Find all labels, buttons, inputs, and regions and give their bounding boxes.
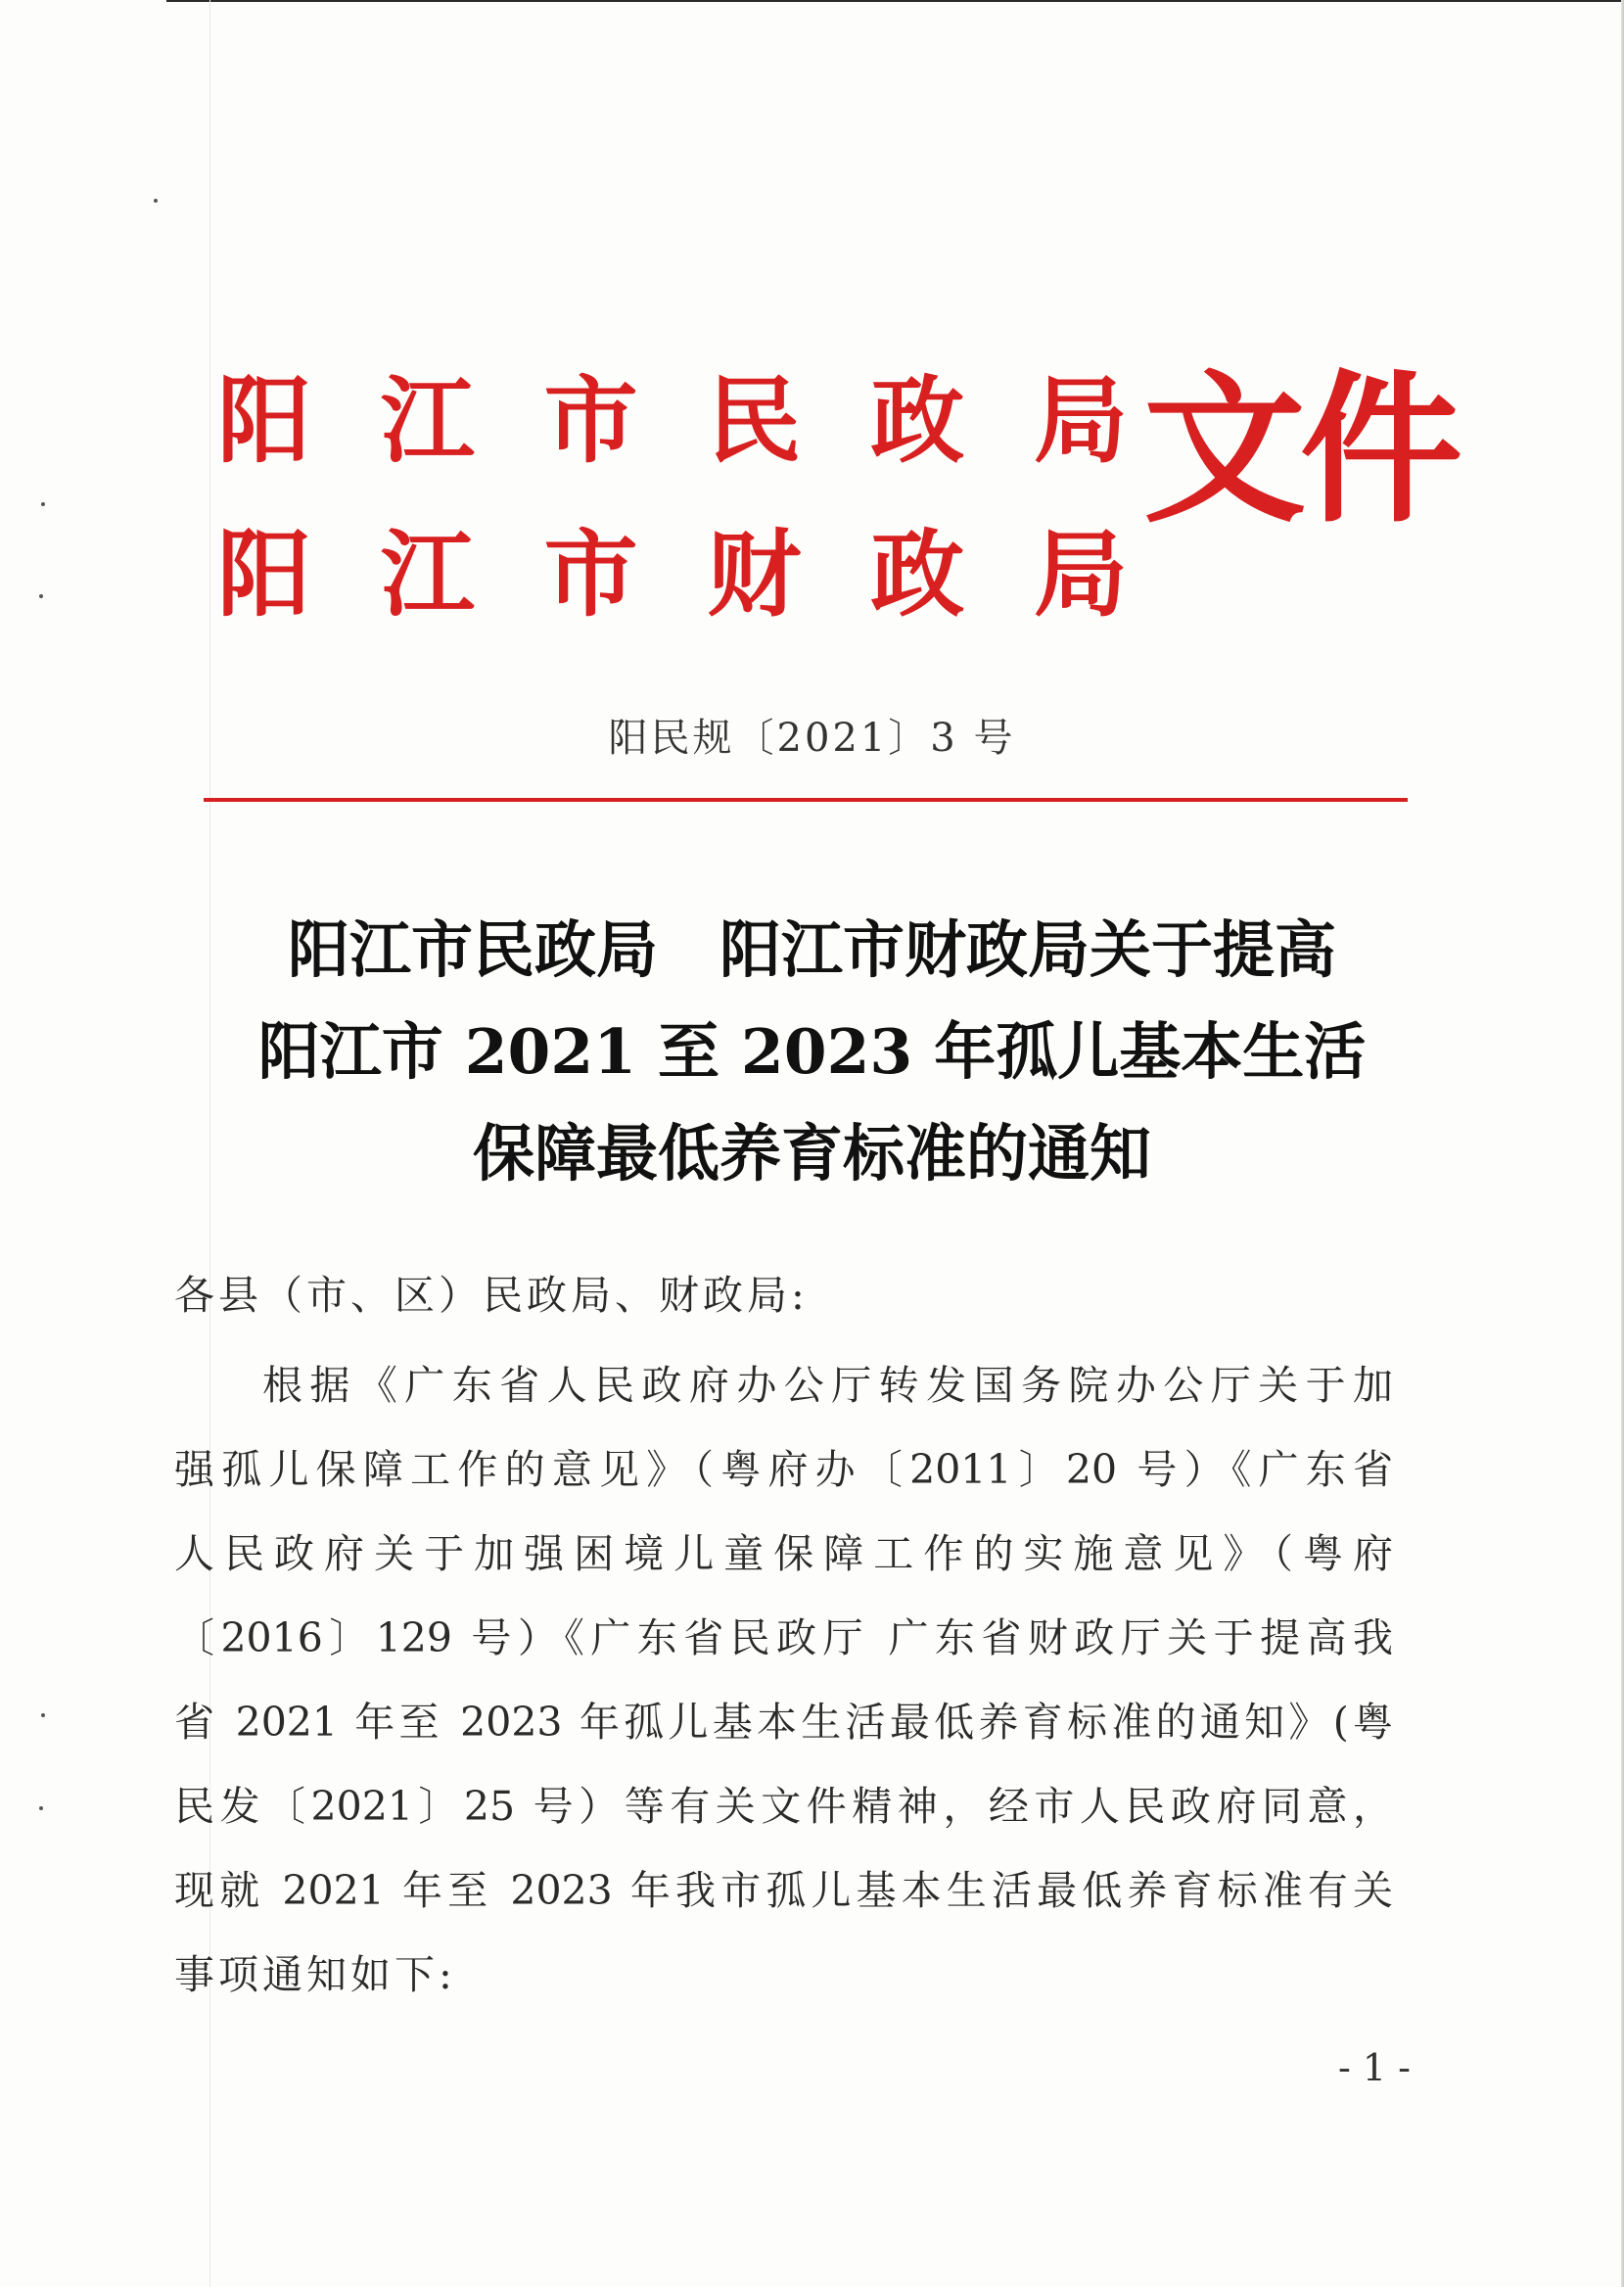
scan-speck xyxy=(41,1713,45,1717)
title-line: 保障最低养育标准的通知 xyxy=(473,1117,1151,1190)
issuer-char: 江 xyxy=(380,519,475,630)
body-line: 现就 2021 年至 2023 年我市孤儿基本生活最低养育标准有关 xyxy=(174,1867,1393,1914)
page-number: - 1 - xyxy=(1337,2046,1411,2089)
issuer-char: 财 xyxy=(707,519,802,630)
scan-speck xyxy=(41,502,45,506)
issuer-char: 政 xyxy=(870,519,965,630)
body-line: 〔2016〕129 号）《广东省民政厅 广东省财政厅关于提高我 xyxy=(174,1614,1393,1661)
issuer-char: 阳 xyxy=(217,519,311,630)
issuer-char: 政 xyxy=(870,365,965,476)
issuer-char: 阳 xyxy=(217,365,311,476)
salutation: 各县（市、区）民政局、财政局: xyxy=(174,1272,809,1319)
scan-speck xyxy=(154,199,158,203)
issuer-char: 局 xyxy=(1033,365,1128,476)
document-number: 阳民规〔2021〕3 号 xyxy=(608,716,1016,761)
document-type-label: 文件 xyxy=(1143,356,1457,545)
issuer-char: 局 xyxy=(1033,519,1128,630)
body-line: 人民政府关于加强困境儿童保障工作的实施意见》（粤府 xyxy=(174,1530,1393,1577)
scan-speck xyxy=(39,1806,43,1810)
body-line: 民发〔2021〕25 号）等有关文件精神，经市人民政府同意， xyxy=(174,1783,1393,1830)
document-title xyxy=(0,899,1624,1204)
body-line: 省 2021 年至 2023 年孤儿基本生活最低养育标准的通知》(粤 xyxy=(174,1699,1393,1746)
issuer-char: 民 xyxy=(707,365,802,476)
scan-speck xyxy=(39,594,43,598)
scan-edge-top xyxy=(166,0,1624,2)
red-separator-line xyxy=(204,798,1408,802)
issuer-line-finance xyxy=(217,511,1128,638)
issuer-char: 市 xyxy=(543,365,638,476)
issuer-char: 市 xyxy=(543,519,638,630)
title-line: 阳江市 2021 至 2023 年孤儿基本生活 xyxy=(257,1015,1367,1088)
title-line: 阳江市民政局 阳江市财政局关于提高 xyxy=(288,913,1336,986)
body-line: 强孤儿保障工作的意见》（粤府办〔2011〕20 号）《广东省 xyxy=(174,1446,1393,1493)
body-paragraph xyxy=(174,1343,1393,2017)
issuer-line-civil-affairs xyxy=(217,357,1128,485)
body-line: 根据《广东省人民政府办公厅转发国务院办公厅关于加 xyxy=(262,1362,1393,1409)
body-line: 事项通知如下: xyxy=(174,1951,456,1998)
issuer-char: 江 xyxy=(380,365,475,476)
